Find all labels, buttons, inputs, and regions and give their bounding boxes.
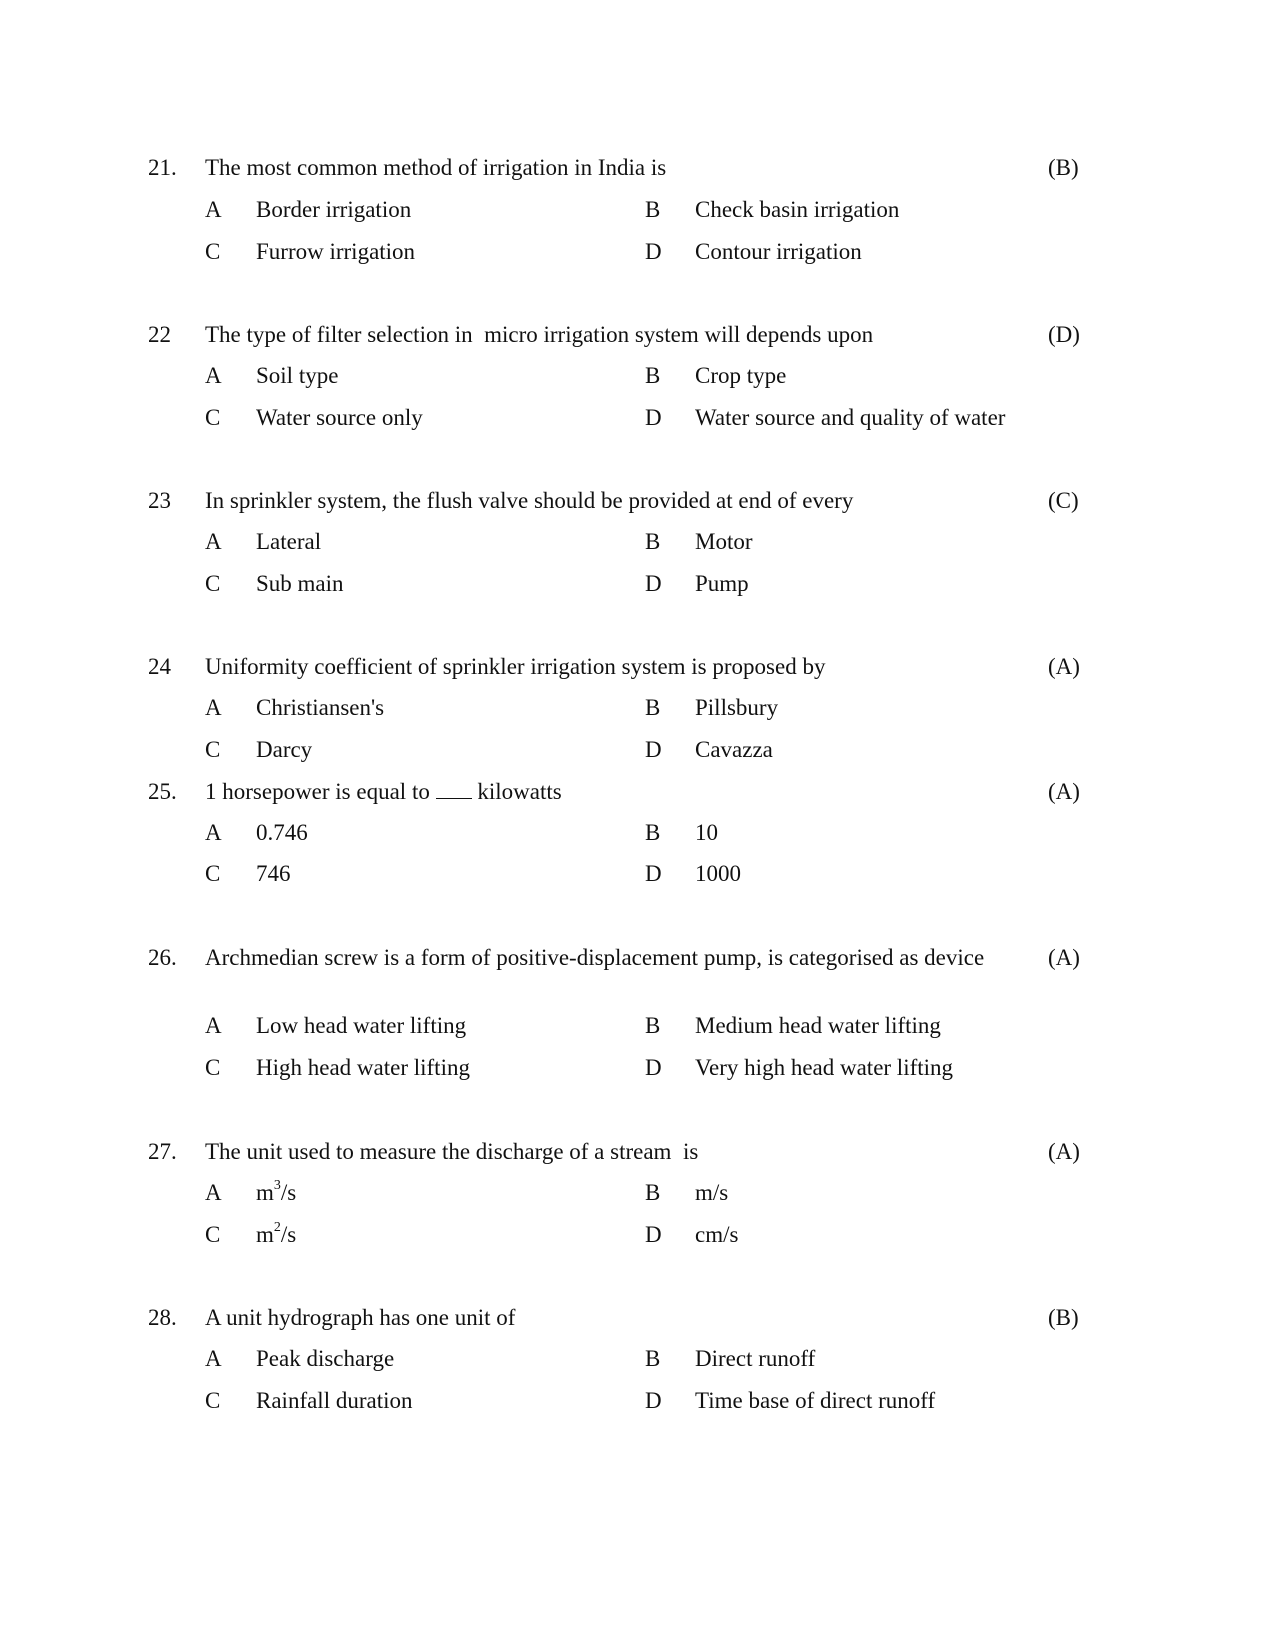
option-text: 10	[695, 820, 718, 845]
option-letter: A	[205, 529, 222, 554]
option-text: Furrow irrigation	[256, 239, 416, 264]
option-letter: C	[205, 1222, 221, 1247]
option-text: Pillsbury	[695, 695, 779, 720]
question-number: 27.	[148, 1139, 177, 1164]
question-text: In sprinkler system, the flush valve should be provided at end of every	[205, 488, 854, 513]
option-letter: B	[645, 529, 661, 554]
question-number: 26.	[148, 945, 177, 970]
option-letter: C	[205, 737, 221, 762]
option-text: High head water lifting	[256, 1055, 470, 1080]
question-number: 22	[148, 322, 171, 347]
option-letter: C	[205, 861, 221, 886]
option-text: Christiansen's	[256, 695, 385, 720]
option-text: Lateral	[256, 529, 322, 554]
option-text: Very high head water lifting	[695, 1055, 954, 1080]
answer-key: (A)	[1048, 779, 1080, 804]
question-text: The unit used to measure the discharge of a stream is	[205, 1139, 699, 1164]
question-number: 28.	[148, 1305, 177, 1330]
question-text: The most common method of irrigation in India is	[205, 155, 667, 180]
option-text: m/s	[695, 1180, 729, 1205]
question-text-after: kilowatts	[477, 779, 562, 804]
answer-key: (A)	[1048, 654, 1080, 679]
option-text: Sub main	[256, 571, 344, 596]
option-text: Cavazza	[695, 737, 773, 762]
option-letter: C	[205, 571, 221, 596]
option-text: $m^2/s$	[256, 1220, 297, 1247]
option-letter: A	[205, 695, 222, 720]
answer-key: (D)	[1048, 322, 1080, 347]
option-text: Motor	[695, 529, 753, 554]
option-letter: B	[645, 1346, 661, 1371]
option-letter: B	[645, 197, 661, 222]
option-text: Contour irrigation	[695, 239, 862, 264]
question-number: 21.	[148, 155, 177, 180]
question-text: Archmedian screw is a form of positive-displacement pump, is categorised as device	[205, 945, 985, 970]
option-text: cm/s	[695, 1222, 739, 1247]
question-text	[205, 778, 995, 806]
option-text: Border irrigation	[256, 197, 412, 222]
question-number: 24	[148, 654, 171, 679]
option-text: Check basin irrigation	[695, 197, 900, 222]
option-letter: D	[645, 1222, 662, 1247]
option-text: Water source only	[256, 405, 423, 430]
option-letter: B	[645, 820, 661, 845]
option-letter: D	[645, 737, 662, 762]
option-letter: B	[645, 363, 661, 388]
option-letter: B	[645, 1180, 661, 1205]
option-text: 0.746	[256, 820, 308, 845]
question-text-before: 1 horsepower is equal to	[205, 779, 430, 804]
option-text: Time base of direct runoff	[695, 1388, 936, 1413]
question-text: A unit hydrograph has one unit of	[205, 1305, 516, 1330]
question-number: 23	[148, 488, 171, 513]
option-letter: B	[645, 1013, 661, 1038]
option-text: Soil type	[256, 363, 339, 388]
answer-key: (C)	[1048, 488, 1079, 513]
option-letter: A	[205, 820, 222, 845]
option-text: Medium head water lifting	[695, 1013, 941, 1038]
option-text: Rainfall duration	[256, 1388, 413, 1413]
option-letter: C	[205, 405, 221, 430]
option-letter: A	[205, 1013, 222, 1038]
option-letter: C	[205, 239, 221, 264]
option-letter: D	[645, 861, 662, 886]
option-letter: A	[205, 1346, 222, 1371]
option-text: Low head water lifting	[256, 1013, 467, 1038]
option-text: Darcy	[256, 737, 313, 762]
option-text: Crop type	[695, 363, 787, 388]
answer-key: (B)	[1048, 155, 1079, 180]
option-letter: B	[645, 695, 661, 720]
option-letter: A	[205, 197, 222, 222]
option-text: 746	[256, 861, 291, 886]
option-text: $m^3/s$	[256, 1178, 297, 1205]
question-text: The type of filter selection in micro irrigation system will depends upon	[205, 322, 874, 347]
option-text: Pump	[695, 571, 749, 596]
question-number: 25.	[148, 779, 177, 804]
option-letter: D	[645, 1055, 662, 1080]
option-letter: C	[205, 1055, 221, 1080]
option-text: Water source and quality of water	[695, 405, 1006, 430]
answer-key: (A)	[1048, 1139, 1080, 1164]
option-letter: A	[205, 1180, 222, 1205]
option-text: 1000	[695, 861, 741, 886]
answer-blank	[436, 778, 472, 799]
option-text: Direct runoff	[695, 1346, 816, 1371]
option-letter: A	[205, 363, 222, 388]
answer-key: (A)	[1048, 945, 1080, 970]
option-letter: D	[645, 405, 662, 430]
option-text: Peak discharge	[256, 1346, 395, 1371]
question-text: Uniformity coefficient of sprinkler irrigation system is proposed by	[205, 654, 826, 679]
option-letter: D	[645, 571, 662, 596]
option-letter: C	[205, 1388, 221, 1413]
option-letter: D	[645, 1388, 662, 1413]
option-letter: D	[645, 239, 662, 264]
answer-key: (B)	[1048, 1305, 1079, 1330]
